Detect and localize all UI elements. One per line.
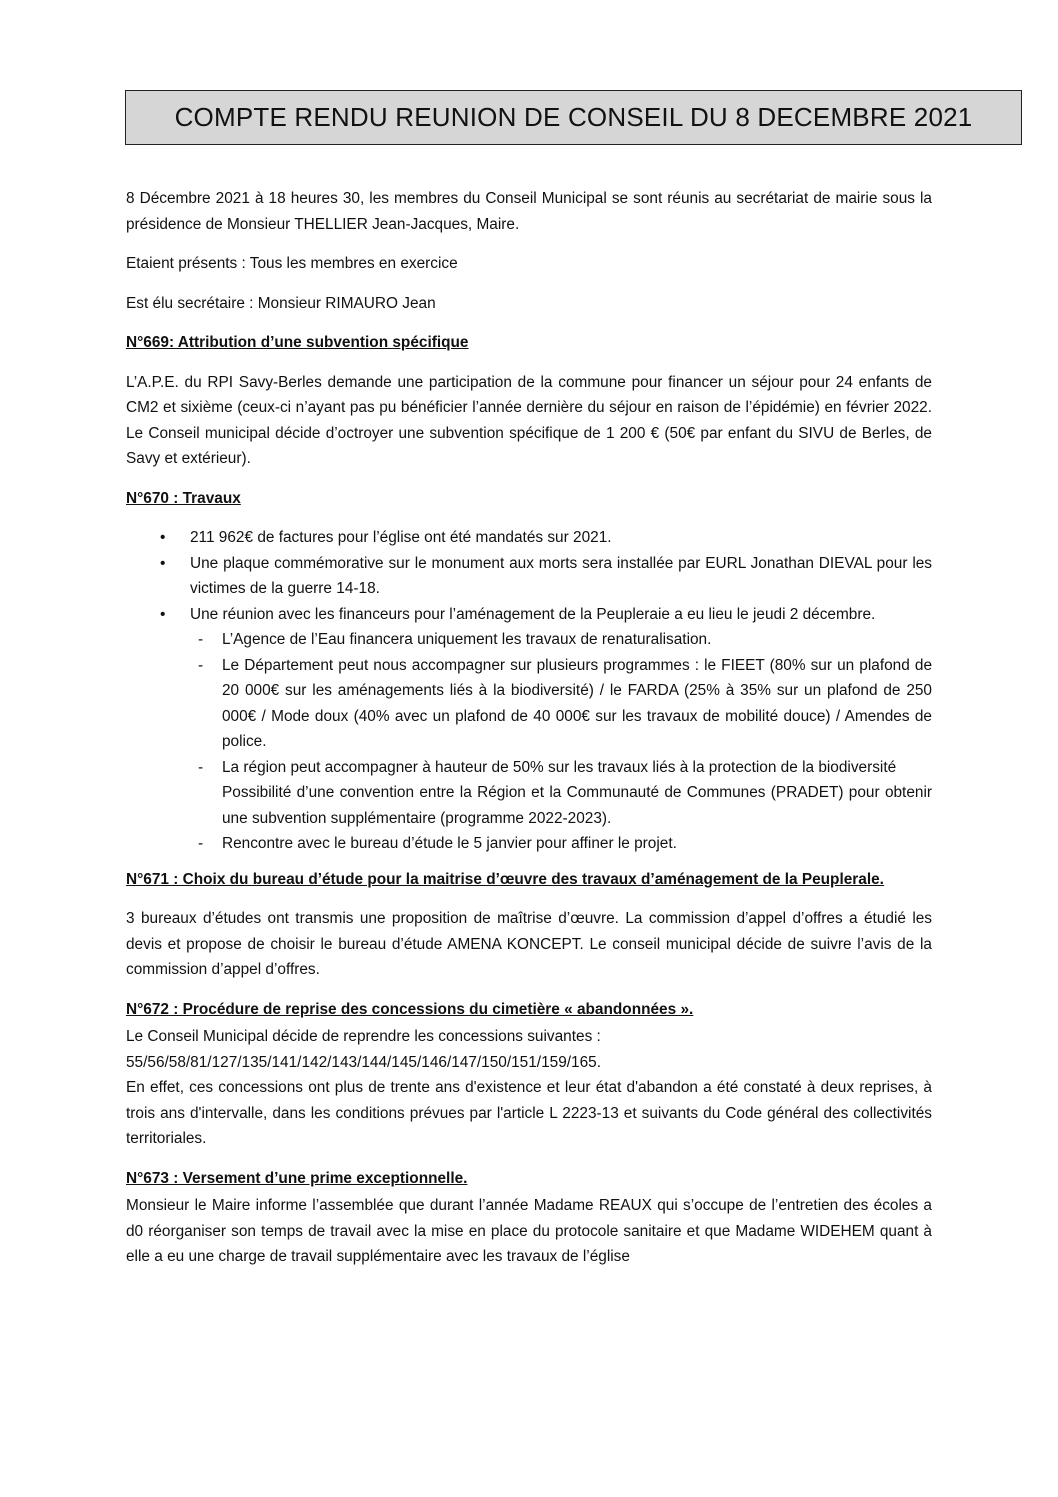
section-669-body: L’A.P.E. du RPI Savy-Berles demande une participation de la commune pour financer un séjour pour 24 enfants de CM2 et sixième (ceux-ci n’ayant pas pu bénéficier l’année dernière du séjour en raison de l’épidémie) en février 2022. Le Conseil municipal décide d’octroyer une subvention spécifique de 1 200 € (50€ par enfant du SIVU de Berles, de Savy et extérieur). — [126, 373, 932, 467]
sub-list-item — [126, 653, 932, 755]
section-671-body: 3 bureaux d’études ont transmis une proposition de maîtrise d’œuvre. La commission d’appel d’offres a étudié les devis et propose de choisir le bureau d’étude AMENA KONCEPT. Le conseil municipal décide de suivre l’avis de la commission d’appel d’offres. — [126, 910, 932, 978]
bullet-icon: • — [160, 554, 166, 572]
section-673-heading: N°673 : Versement d’une prime exceptionnelle. — [126, 1169, 468, 1187]
list-item-text: Une plaque commémorative sur le monument aux morts sera installée par EURL Jonathan DIEVAL pour les victimes de la guerre 14-18. — [190, 554, 932, 597]
dash-icon: - — [198, 835, 204, 852]
section-672-line2: 55/56/58/81/127/135/141/142/143/144/145/146/147/150/151/159/165. — [126, 1053, 601, 1071]
sub-list-item-extra: Possibilité d’une convention entre la Région et la Communauté de Communes (PRADET) pour obtenir une subvention supplémentaire (programme 2022-2023). — [222, 784, 932, 827]
sub-list-item — [126, 831, 932, 857]
sub-list — [190, 627, 932, 857]
sub-list-item-text: Rencontre avec le bureau d’étude le 5 janvier pour affiner le projet. — [222, 835, 677, 852]
spacer — [126, 1152, 932, 1166]
bullet-icon: • — [160, 529, 166, 546]
bullet-icon: • — [160, 605, 166, 623]
sub-list-item-text: Le Département peut nous accompagner sur plusieurs programmes : le FIEET (80% sur un plafond de 20 000€ sur les aménagements liés à la biodiversité) / le FARDA (25% à 35% sur un plafond de 250 000€ / Mode doux (40% avec un plafond de 40 000€ sur les travaux de mobilité douce) / Amendes de police. — [222, 656, 932, 750]
title-box — [125, 90, 1022, 145]
secretary-line: Est élu secrétaire : Monsieur RIMAURO Jean — [126, 294, 436, 312]
sub-list-item-text: L’Agence de l’Eau financera uniquement les travaux de renaturalisation. — [222, 631, 712, 648]
list-item — [126, 551, 932, 602]
dash-icon: - — [198, 758, 204, 776]
list-item-text: Une réunion avec les financeurs pour l’aménagement de la Peupleraie a eu lieu le jeudi 2 décembre. — [190, 605, 876, 623]
sub-list-item — [126, 755, 932, 832]
section-671-heading: N°671 : Choix du bureau d’étude pour la maitrise d’œuvre des travaux d’aménagement de la Peuplerale. — [126, 870, 884, 888]
section-669-heading: N°669: Attribution d’une subvention spécifique — [126, 334, 469, 351]
document-body — [126, 186, 932, 1284]
section-670-list — [126, 525, 932, 857]
list-item — [126, 525, 932, 551]
dash-icon: - — [198, 631, 204, 648]
sub-list-item — [126, 627, 932, 653]
section-672-heading: N°672 : Procédure de reprise des concessions du cimetière « abandonnées ». — [126, 1000, 694, 1018]
page-title: COMPTE RENDU REUNION DE CONSEIL DU 8 DECEMBRE 2021 — [174, 102, 973, 132]
section-672-body — [126, 1024, 932, 1152]
intro-paragraph: 8 Décembre 2021 à 18 heures 30, les membres du Conseil Municipal se sont réunis au secrétariat de mairie sous la présidence de Monsieur THELLIER Jean-Jacques, Maire. — [126, 190, 932, 233]
section-673-body: Monsieur le Maire informe l’assemblée que durant l’année Madame REAUX qui s’occupe de l’entretien des écoles a d0 réorganiser son temps de travail avec la mise en place du protocole sanitaire et que Madame WIDEHEM quant à elle a eu une charge de travail supplémentaire avec les travaux de l’église — [126, 1197, 932, 1265]
section-672-text: En effet, ces concessions ont plus de trente ans d'existence et leur état d'abandon a été constaté à deux reprises, à trois ans d'intervalle, dans les conditions prévues par l'article L 2223-13 et suivants du Code général des collectivités territoriales. — [126, 1079, 932, 1147]
present-members: Etaient présents : Tous les membres en exercice — [126, 255, 458, 272]
section-670-heading: N°670 : Travaux — [126, 489, 241, 507]
dash-icon: - — [198, 656, 204, 674]
section-672-line1: Le Conseil Municipal décide de reprendre les concessions suivantes : — [126, 1028, 601, 1045]
list-item-text: 211 962€ de factures pour l’église ont été mandatés sur 2021. — [190, 529, 612, 546]
list-item — [126, 602, 932, 857]
sub-list-item-text: La région peut accompagner à hauteur de 50% sur les travaux liés à la protection de la biodiversité — [222, 758, 897, 776]
